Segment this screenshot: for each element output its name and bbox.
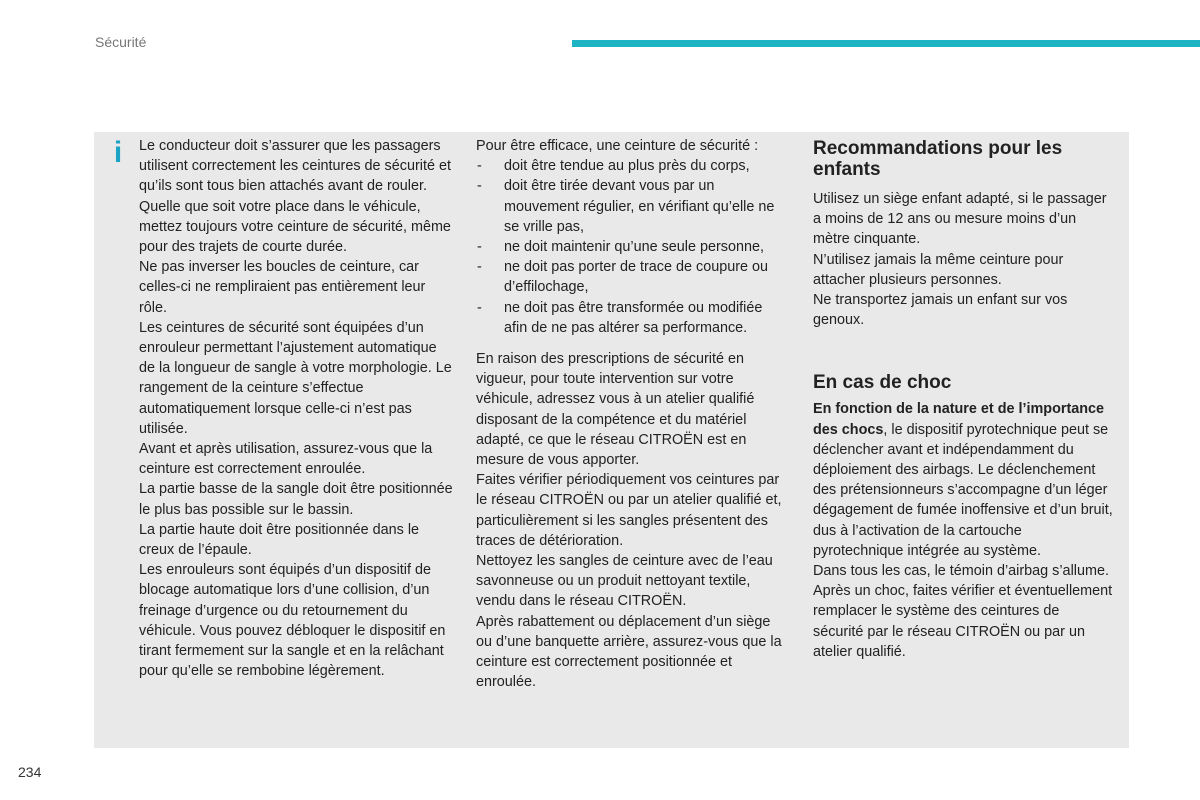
paragraph: Quelle que soit votre place dans le véhicule, mettez toujours votre ceinture de sécurité, même pour des trajets de courte durée. bbox=[139, 198, 451, 256]
paragraph: Ne pas inverser les boucles de ceinture, car celles-ci ne rempliraient pas entièrement leur rôle. bbox=[139, 259, 426, 316]
bold-lead: En fonction de la nature et de l’importance des chocs bbox=[813, 401, 1105, 438]
paragraph: Le conducteur doit s’assurer que les passagers utilisent correctement les ceintures de sécurité et qu’ils sont tous bien attachés avant de rouler. bbox=[139, 138, 451, 195]
info-icon: i bbox=[113, 136, 123, 169]
paragraph: Nettoyez les sangles de ceinture avec de l’eau savonneuse ou un produit nettoyant textile, vendu dans le réseau CITROËN. bbox=[476, 553, 773, 610]
column-3 bbox=[813, 138, 1113, 662]
paragraph-rest: , le dispositif pyrotechnique peut se déclencher avant et indépendamment du déploiement des airbags. Le déclenchement des prétensionneurs s’accompagne d’un léger dégagement de fumée inoffensive et d’un bruit, dus à l’activation de la cartouche pyrotechnique intégrée au système. bbox=[813, 421, 1113, 559]
list-item: - doit être tendue au plus près du corps, bbox=[476, 156, 788, 176]
paragraph: Utilisez un siège enfant adapté, si le passager a moins de 12 ans ou mesure moins d’un mètre cinquante. bbox=[813, 191, 1107, 248]
page-number: 234 bbox=[18, 764, 42, 780]
paragraph: La partie haute doit être positionnée dans le creux de l’épaule. bbox=[139, 521, 420, 559]
paragraph: En raison des prescriptions de sécurité en vigueur, pour toute intervention sur votre véhicule, adressez vous à un atelier qualifié disposant de la compétence et du matériel adapté, ce que le réseau CITROËN est en mesure de vous apporter. bbox=[476, 351, 755, 469]
heading-crash: En cas de choc bbox=[813, 372, 952, 394]
list-item: - ne doit pas être transformée ou modifiée afin de ne pas altérer sa performance. bbox=[476, 298, 788, 338]
paragraph: La partie basse de la sangle doit être positionnée le plus bas possible sur le bassin. bbox=[139, 481, 453, 518]
list-intro: Pour être efficace, une ceinture de sécurité : bbox=[476, 138, 759, 154]
paragraph: Les ceintures de sécurité sont équipées d’un enrouleur permettant l’ajustement automatique de la longueur de sangle à votre morphologie. Le rangement de la ceinture s’effectue automatiquement lorsque celle-ci n’est pas utilisée. bbox=[139, 319, 452, 437]
paragraph: Après rabattement ou déplacement d’un siège ou d’une banquette arrière, assurez-vous que la ceinture est correctement positionnée et enroulée. bbox=[476, 613, 782, 691]
belt-requirements-list bbox=[476, 156, 788, 338]
accent-bar bbox=[572, 40, 1200, 47]
column-2 bbox=[476, 136, 788, 692]
paragraph: N’utilisez jamais la même ceinture pour attacher plusieurs personnes. bbox=[813, 251, 1064, 288]
paragraph: Dans tous les cas, le témoin d’airbag s’allume. bbox=[813, 563, 1109, 580]
heading-children: Recommandations pour les enfants bbox=[813, 138, 1063, 180]
paragraph: Ne transportez jamais un enfant sur vos genoux. bbox=[813, 292, 1068, 329]
paragraph: Après un choc, faites vérifier et éventuellement remplacer le système des ceintures de sécurité par le réseau CITROËN ou par un atelier qualifié. bbox=[813, 583, 1113, 660]
paragraph bbox=[813, 399, 1113, 561]
section-label: Sécurité bbox=[95, 34, 147, 50]
list-item: - ne doit pas porter de trace de coupure ou d’effilochage, bbox=[476, 257, 788, 297]
paragraph: Faites vérifier périodiquement vos ceintures par le réseau CITROËN ou par un atelier qualifié et, particulièrement si les sangles présentent des traces de détérioration. bbox=[476, 472, 782, 549]
list-item: - doit être tirée devant vous par un mouvement régulier, en vérifiant qu’elle ne se vrille pas, bbox=[476, 176, 788, 237]
list-item: - ne doit maintenir qu’une seule personne, bbox=[476, 237, 788, 257]
column-1 bbox=[139, 136, 454, 681]
paragraph: Les enrouleurs sont équipés d’un dispositif de blocage automatique lors d’une collision, d’un freinage d’urgence ou du retournement du véhicule. Vous pouvez débloquer le dispositif en tirant fermement sur la sangle et en la relâchant pour qu’elle se rembobine légèrement. bbox=[139, 562, 446, 680]
paragraph: Avant et après utilisation, assurez-vous que la ceinture est correctement enroulée. bbox=[139, 441, 433, 478]
